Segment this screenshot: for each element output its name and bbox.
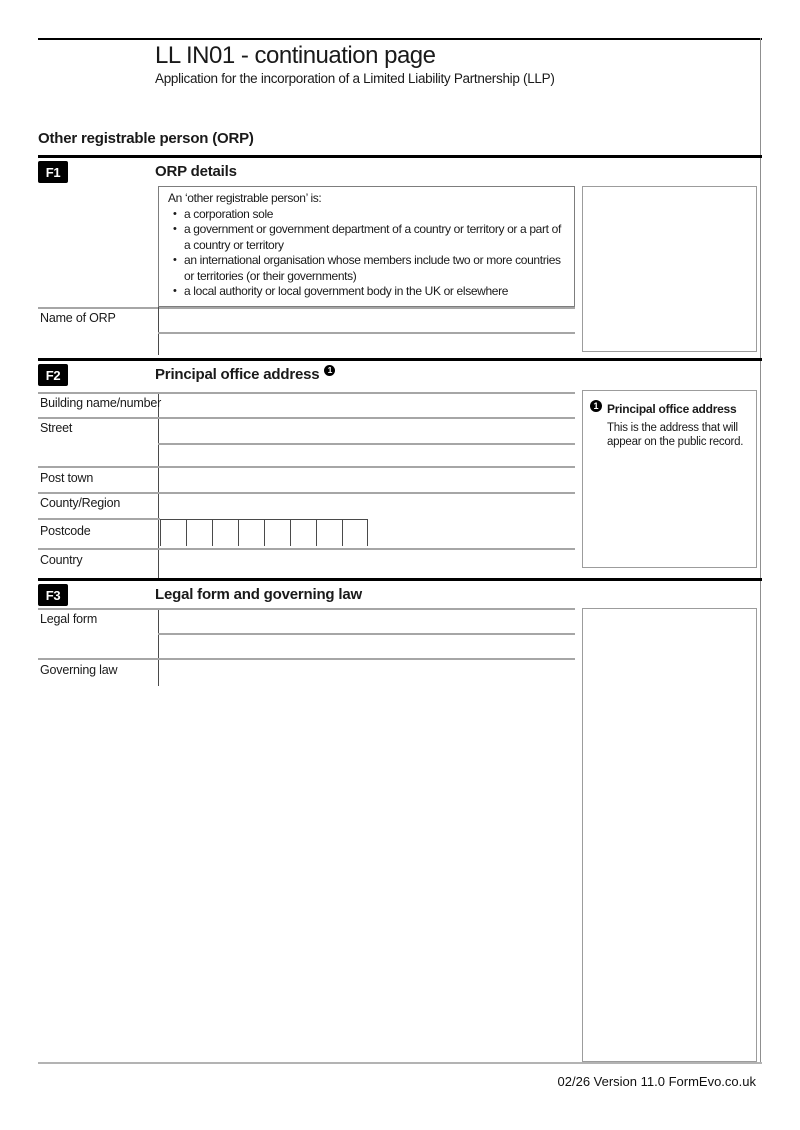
- footnote-1-icon: 1: [324, 365, 335, 376]
- orp-section-heading: Other registrable person (ORP): [38, 130, 254, 147]
- postcode-cell[interactable]: [342, 519, 368, 546]
- page-bottom-rule: [38, 1062, 762, 1064]
- orp-definition-box: [158, 186, 575, 307]
- f1-section-badge: F1: [38, 161, 68, 183]
- f1-note-box: [582, 186, 757, 352]
- page-subtitle: Application for the incorporation of a Limited Liability Partnership (LLP): [155, 71, 555, 86]
- name-of-orp-input[interactable]: [159, 308, 575, 354]
- street-label: Street: [40, 421, 73, 435]
- f3-section-title: Legal form and governing law: [155, 586, 362, 603]
- postcode-label: Postcode: [40, 524, 91, 538]
- footnote-1-icon: 1: [590, 400, 602, 412]
- f1-section-title: ORP details: [155, 163, 237, 180]
- page-title: LL IN01 - continuation page: [155, 42, 436, 69]
- governing-law-input[interactable]: [159, 660, 575, 685]
- f2-section-badge: F2: [38, 364, 68, 386]
- f2-section-title: Principal office address 1: [155, 366, 335, 383]
- orp-definition-bullet: • an international organisation whose members include two or more countries or territories (or their governments): [168, 253, 568, 284]
- governing-law-label: Governing law: [40, 663, 118, 677]
- f3-section-badge: F3: [38, 584, 68, 606]
- principal-office-note-box: [582, 390, 757, 568]
- orp-definition-bullet: • a government or government department of a country or territory or a part of a country or territory: [168, 222, 568, 253]
- bullet-icon: •: [173, 285, 177, 297]
- bullet-icon: •: [173, 207, 177, 220]
- building-name-label: Building name/number: [40, 396, 162, 410]
- bullet-icon: •: [173, 223, 177, 235]
- f3-section-rule: [38, 578, 762, 581]
- postcode-cell[interactable]: [160, 519, 186, 546]
- county-region-label: County/Region: [40, 496, 121, 510]
- postcode-cell[interactable]: [186, 519, 212, 546]
- post-town-label: Post town: [40, 471, 94, 485]
- form-version-footer: 02/26 Version 11.0 FormEvo.co.uk: [557, 1074, 756, 1089]
- f1-section-rule: [38, 155, 762, 158]
- postcode-cell[interactable]: [290, 519, 316, 546]
- street-input[interactable]: [159, 419, 575, 465]
- page-right-frame: [760, 38, 761, 1063]
- country-label: Country: [40, 553, 83, 567]
- name-of-orp-label: Name of ORP: [40, 311, 116, 325]
- bullet-icon: •: [173, 254, 177, 266]
- post-town-input[interactable]: [159, 468, 575, 491]
- note-body: This is the address that will appear on the public record.: [607, 422, 744, 448]
- postcode-cell[interactable]: [316, 519, 342, 546]
- f2-section-rule: [38, 358, 762, 361]
- postcode-cell[interactable]: [264, 519, 290, 546]
- postcode-cell[interactable]: [212, 519, 238, 546]
- county-region-input[interactable]: [159, 494, 575, 517]
- postcode-row-rule: [38, 518, 160, 520]
- page-top-rule: [38, 38, 762, 40]
- f3-note-box: [582, 608, 757, 1062]
- postcode-cell[interactable]: [238, 519, 264, 546]
- orp-definition-bullet: • a local authority or local government body in the UK or elsewhere: [168, 284, 568, 300]
- orp-definition-intro: An ‘other registrable person’ is:: [168, 191, 322, 205]
- note-title: Principal office address: [607, 402, 737, 416]
- legal-form-label: Legal form: [40, 612, 98, 626]
- orp-definition-bullet: • a corporation sole: [168, 207, 568, 223]
- legal-form-input[interactable]: [159, 610, 575, 656]
- building-name-input[interactable]: [159, 394, 575, 416]
- country-input[interactable]: [159, 550, 575, 576]
